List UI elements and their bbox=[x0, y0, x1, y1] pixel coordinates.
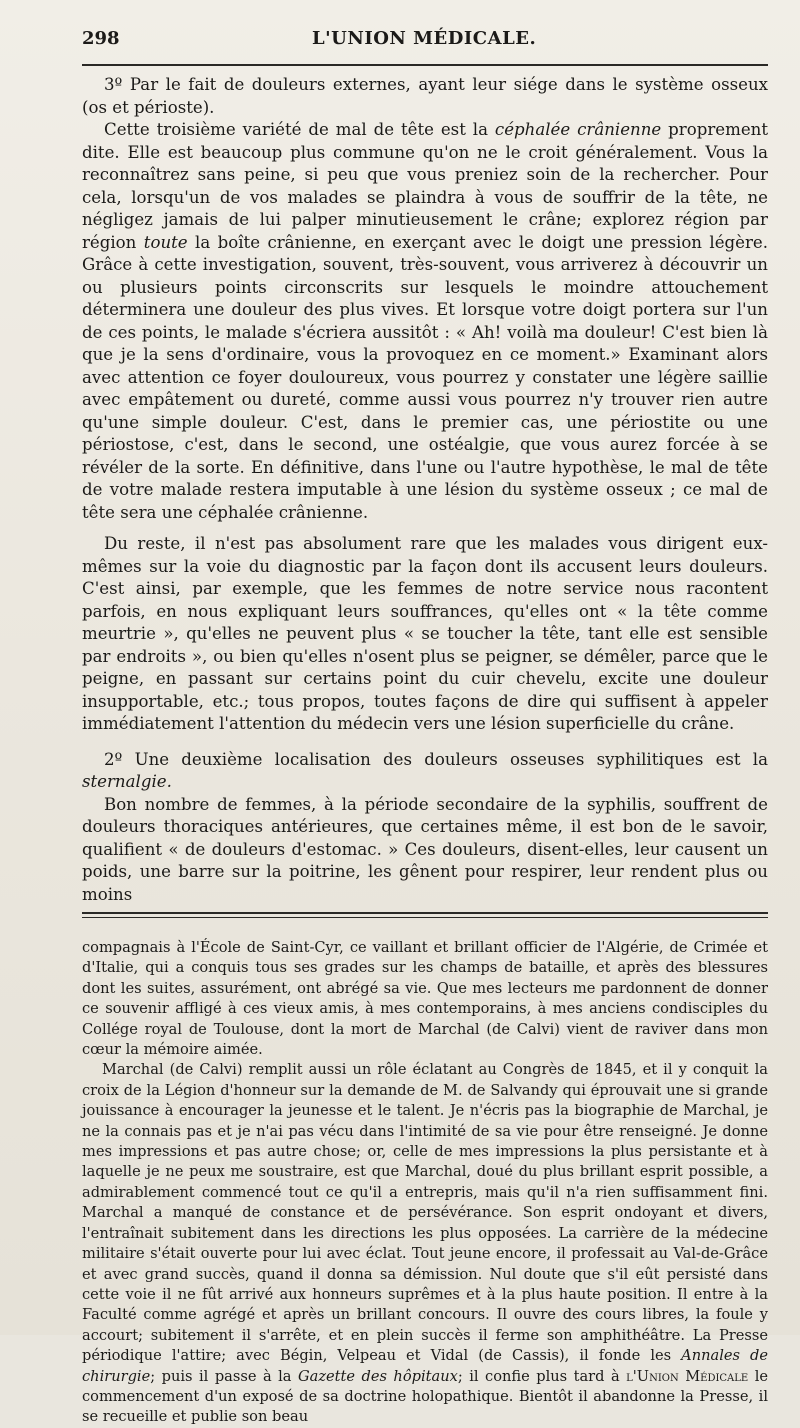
page-number: 298 bbox=[82, 28, 120, 49]
paragraph-cranial-intro: 3º Par le fait de douleurs externes, ayant leur siége dans le système osseux (os et périoste). bbox=[82, 75, 768, 117]
footnote-paragraph-2: Marchal (de Calvi) remplit aussi un rôle éclatant au Congrès de 1845, et il y conquit la croix de la Légion d'honneur sur la demande de M. de Salvandy qui éprouvait une si grande jouissance à encourager la jeunesse et le talent. Je n'écris pas la biographie de Marchal, je ne la connais pas et je n'ai pas vécu dans l'intimité de sa vie pour être renseigné. Je donne mes impressions et pas autre chose; or, celle de mes impressions la plus persistante et à laquelle je ne peux me soustraire, est que Marchal, doué du plus brillant esprit possible, a admirablement commencé tout ce qu'il a entrepris, mais qu'il n'a rien suffisamment fini. Marchal a manqué de constance et de persévérance. Son esprit ondoyant et divers, l'entraînait subitement dans les directions les plus opposées. La carrière de la médecine militaire s'était ouverte pour lui avec éclat. Tout jeune encore, il professait au Val-de-Grâce et avec grand succès, quand il donna sa démission. Nul doute que s'il eût persisté dans cette voie il ne fût arrivé aux honneurs suprêmes et à la plus haute position. Il entre à la Faculté comme agrégé et après un brillant concours. Il ouvre des cours libres, la foule y accourt; subitement il s'arrête, et en plein succès il ferme son amphithéâtre. La Presse périodique l'attire; avec Bégin, Velpeau et Vidal (de Cassis), il fonde les Annales de chirurgie; puis il passe à la Gazette des hôpitaux; il confie plus tard à l'Union Médicale le commencement d'un exposé de sa doctrine holopathique. Bientôt il abandonne la Presse, il se recueille et publie son beau bbox=[82, 1061, 769, 1426]
paragraph-patients-diagnosis: Du reste, il n'est pas absolument rare que les malades vous dirigent eux-mêmes sur la voie du diagnostic par la façon dont ils accusent leurs douleurs. C'est ainsi, par exemple, que les femmes de notre service nous racontent parfois, en nous expliquant leurs souffrances, qu'elles ont « la tête comme meurtrie », qu'elles ne peuvent plus « se toucher la tête, tant elle est sensible par endroits », ou bien qu'elles n'osent plus se peigner, se démêler, parce que le peigne, en passant sur certains point du cuir chevelu, excite une douleur insupportable, etc.; tous propos, toutes façons de dire qui suffisent à appeler immédiatement l'attention du médecin vers une lésion superficielle du crâne. bbox=[82, 534, 768, 733]
paragraph-thoracic-pain: Bon nombre de femmes, à la période secondaire de la syphilis, souffrent de douleurs thoraciques antérieures, que certaines même, il est bon de le savoir, qualifient « de douleurs d'estomac. » Ces douleurs, disent-elles, leur causent un poids, une barre sur la poitrine, les gênent pour respirer, leur rendent plus ou moins bbox=[82, 794, 768, 904]
header-rule bbox=[82, 64, 768, 66]
paragraph-cranial-cephalalgia: Cette troisième variété de mal de tête est la céphalée crânienne proprement dite. Elle est beaucoup plus commune qu'on ne le croit généralement. Vous la reconnaîtrez sans peine, si peu que vous preniez soin de la rechercher. Pour cela, lorsqu'un de vos malades se plaindra à vous de souffrir de la tête, ne négligez jamais de lui palper minutieusement le crâne; explorez région par région toute la boîte crânienne, en exerçant avec le doigt une pression légère. Grâce à cette investigation, souvent, très-souvent, vous arriverez à découvrir un ou plusieurs points circonscrits sur lesquels le moindre attouchement déterminera une douleur des plus vives. Et lorsque votre doigt portera sur l'un de ces points, le malade s'écriera aussitôt : « Ah! voilà ma douleur! C'est bien là que je la sens d'ordinaire, vous la provoquez en ce moment.» Examinant alors avec attention ce foyer douloureux, vous pourrez y constater une légère saillie avec empâtement ou dureté, comme aussi vous pourrez n'y trouver rien autre qu'une simple douleur. C'est, dans le premier cas, une périostite ou une périostose, c'est, dans le second, une ostéalgie, que vous aurez forcée à se révéler de la sorte. En définitive, dans l'une ou l'autre hypothèse, le mal de tête de votre malade restera imputable à une lésion du système osseux ; ce mal de tête sera une céphalée crânienne. bbox=[82, 120, 769, 522]
paragraph-sternalgia-heading: 2º Une deuxième localisation des douleurs osseuses syphilitiques est la sternalgie. bbox=[82, 749, 768, 791]
footnote-separator bbox=[82, 912, 768, 918]
footnote-paragraph-1: compagnais à l'École de Saint-Cyr, ce vaillant et brillant officier de l'Algérie, de Crimée et d'Italie, qui a conquis tous ses grades sur les champs de bataille, et après des blessures dont les suites, assurément, ont abrégé sa vie. Que mes lecteurs me pardonnent de donner ce souvenir affligé à ces vieux amis, à mes contemporains, à mes anciens condisciples du Collége royal de Toulouse, dont la mort de Marchal (de Calvi) vient de raviver dans mon cœur la mémoire aimée. bbox=[82, 939, 768, 1059]
main-text bbox=[82, 74, 768, 906]
running-title: L'UNION MÉDICALE. bbox=[312, 28, 537, 49]
running-header bbox=[82, 28, 768, 58]
footnotes bbox=[82, 938, 768, 1428]
